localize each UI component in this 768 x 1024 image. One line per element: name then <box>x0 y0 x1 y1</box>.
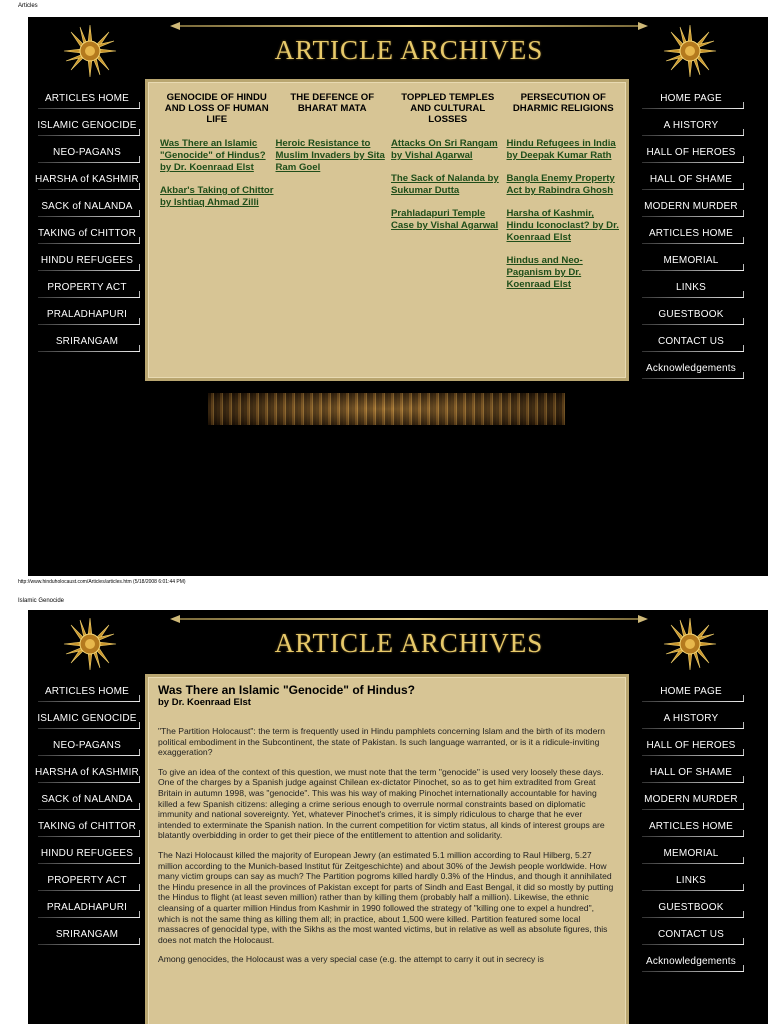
nav-articles-home[interactable]: ARTICLES HOME <box>636 817 746 844</box>
pdf-page-header: Articles <box>18 3 38 9</box>
nav-guestbook[interactable]: GUESTBOOK <box>636 898 746 925</box>
nav-hindu-refugees[interactable]: HINDU REFUGEES <box>32 844 142 871</box>
article-link[interactable]: Was There an Islamic "Genocide" of Hindus? by Dr. Koenraad Elst <box>160 138 266 173</box>
article-title: Was There an Islamic "Genocide" of Hindus? <box>158 683 415 697</box>
pdf-page-header: Islamic Genocide <box>18 598 65 604</box>
article-link[interactable]: Prahladapuri Temple Case by Vishal Agarwal <box>391 208 499 231</box>
sun-emblem-icon <box>62 23 118 79</box>
article-link[interactable]: Attacks On Sri Rangam by Vishal Agarwal <box>391 138 498 161</box>
islamic-genocide-article-page <box>28 610 768 1024</box>
nav-taking-of-chittor[interactable]: TAKING of CHITTOR <box>32 224 142 251</box>
banner-rule <box>178 618 640 620</box>
nav-memorial[interactable]: MEMORIAL <box>636 844 746 871</box>
pdf-page-footer: http://www.hinduholocaust.com/Articles/articles.htm (5/18/2008 6:01:44 PM) <box>18 579 186 585</box>
nav-links[interactable]: LINKS <box>636 871 746 898</box>
nav-a-history[interactable]: A HISTORY <box>636 709 746 736</box>
column-heading: TOPPLED TEMPLES AND CULTURAL LOSSES <box>401 92 495 125</box>
nav-property-act[interactable]: PROPERTY ACT <box>32 871 142 898</box>
sun-emblem-icon <box>662 23 718 79</box>
decorative-woodcut-banner <box>208 393 565 425</box>
nav-contact-us[interactable]: CONTACT US <box>636 925 746 952</box>
nav-srirangam[interactable]: SRIRANGAM <box>32 332 142 359</box>
column-genocide <box>160 92 274 302</box>
article-paragraph: Among genocides, the Holocaust was a very special case (e.g. the attempt to carry it out in secrecy is <box>158 954 544 965</box>
nav-a-history[interactable]: A HISTORY <box>636 116 746 143</box>
column-defence <box>276 92 390 302</box>
column-heading: PERSECUTION OF DHARMIC RELIGIONS <box>512 92 614 114</box>
nav-praladhapuri[interactable]: PRALADHAPURI <box>32 898 142 925</box>
article-link[interactable]: Hindus and Neo-Paganism by Dr. Koenraad Elst <box>506 255 583 290</box>
article-link[interactable]: Heroic Resistance to Muslim Invaders by Sita Ram Goel <box>275 138 385 173</box>
nav-articles-home[interactable]: ARTICLES HOME <box>636 224 746 251</box>
nav-hall-of-shame[interactable]: HALL OF SHAME <box>636 170 746 197</box>
left-nav <box>32 682 142 952</box>
right-nav <box>636 89 746 386</box>
nav-harsha-of-kashmir[interactable]: HARSHA of KASHMIR <box>32 763 142 790</box>
nav-hall-of-heroes[interactable]: HALL OF HEROES <box>636 143 746 170</box>
nav-islamic-genocide[interactable]: ISLAMIC GENOCIDE <box>32 709 142 736</box>
nav-memorial[interactable]: MEMORIAL <box>636 251 746 278</box>
page-title: ARTICLE ARCHIVES <box>274 628 544 658</box>
column-persecution <box>507 92 621 302</box>
nav-guestbook[interactable]: GUESTBOOK <box>636 305 746 332</box>
nav-articles-home[interactable]: ARTICLES HOME <box>32 89 142 116</box>
page-title: ARTICLE ARCHIVES <box>274 35 544 65</box>
nav-hindu-refugees[interactable]: HINDU REFUGEES <box>32 251 142 278</box>
nav-modern-murder[interactable]: MODERN MURDER <box>636 790 746 817</box>
nav-sack-of-nalanda[interactable]: SACK of NALANDA <box>32 197 142 224</box>
nav-modern-murder[interactable]: MODERN MURDER <box>636 197 746 224</box>
nav-property-act[interactable]: PROPERTY ACT <box>32 278 142 305</box>
article-link[interactable]: Harsha of Kashmir, Hindu Iconoclast? by Dr. Koenraad Elst <box>506 208 619 243</box>
nav-islamic-genocide[interactable]: ISLAMIC GENOCIDE <box>32 116 142 143</box>
nav-neo-pagans[interactable]: NEO-PAGANS <box>32 143 142 170</box>
article-archives-index-page <box>28 17 768 576</box>
nav-articles-home[interactable]: ARTICLES HOME <box>32 682 142 709</box>
left-nav <box>32 89 142 359</box>
nav-srirangam[interactable]: SRIRANGAM <box>32 925 142 952</box>
article-author: by Dr. Koenraad Elst <box>158 697 251 708</box>
right-nav <box>636 682 746 979</box>
sun-emblem-icon <box>662 616 718 672</box>
nav-acknowledgements[interactable]: Acknowledgements <box>636 359 746 386</box>
article-body-panel <box>145 674 629 1024</box>
nav-acknowledgements[interactable]: Acknowledgements <box>636 952 746 979</box>
nav-taking-of-chittor[interactable]: TAKING of CHITTOR <box>32 817 142 844</box>
article-paragraph: "The Partition Holocaust": the term is frequently used in Hindu pamphlets concerning Islam and the birth of its modern political embodiment in the Subcontinent, the state of Pakistan. Is such language warranted, or is it a ridicule-inviting exaggeration? <box>158 726 605 758</box>
article-link[interactable]: The Sack of Nalanda by Sukumar Dutta <box>391 173 499 196</box>
nav-praladhapuri[interactable]: PRALADHAPURI <box>32 305 142 332</box>
article-link[interactable]: Bangla Enemy Property Act by Rabindra Ghosh <box>506 173 615 196</box>
column-temples <box>391 92 505 302</box>
article-paragraph: The Nazi Holocaust killed the majority of European Jewry (an estimated 5.1 million according to Raul Hilberg, 5.27 million according to the Munich-based Institut für Zeitgeschichte) and about 30% of the Jewish people worldwide. How many victim groups can say as much? The Partition pogroms killed hardly 0.3% of the Hindus, and though it annihilated the Hindu presence in all the provinces of Pakistan except for parts of Sindh and East Bengal, it did so mostly by putting the Hindus to flight (at least seven million) rather than by killing them (probably half a million). Likewise, the ethnic cleansing of a quarter million Hindus from Kashmir in 1990 followed the strategy of "killing one to expel a hundred", which is not the same thing as killing them all; in practice, about 1,500 were killed. Partition featured some local massacres of genocidal type, with the Sikhs as the most wanted victims, but in relative as well as absolute figures, this does not match the Holocaust. <box>158 849 614 945</box>
column-heading: GENOCIDE OF HINDU AND LOSS OF HUMAN LIFE <box>164 92 269 125</box>
nav-home-page[interactable]: HOME PAGE <box>636 682 746 709</box>
sun-emblem-icon <box>62 616 118 672</box>
nav-hall-of-shame[interactable]: HALL OF SHAME <box>636 763 746 790</box>
nav-home-page[interactable]: HOME PAGE <box>636 89 746 116</box>
article-index-panel <box>145 79 629 381</box>
banner-rule <box>178 25 640 27</box>
column-heading: THE DEFENCE OF BHARAT MATA <box>290 92 375 114</box>
nav-links[interactable]: LINKS <box>636 278 746 305</box>
article-paragraph: To give an idea of the context of this question, we must note that the term "genocide" is used very loosely these days. One of the charges by a Spanish judge against Chilean ex-dictator Pinochet, so as to get him extradited from Great Britain in autumn 1998, was "genocide". This was his way of making Pinochet internationally accountable for having killed a few Spanish citizens: alleging a crime serious enough to overrule normal constraints based on diplomatic immunity and national sovereignty. Yet, whatever Pinochet's crimes, it is simply ridiculous to charge that he ever intended to exterminate the Spanish nation. In the current competition for victim status, all kinds of interest groups are blatantly overbidding in order to get their piece of the entitlement to attention and solidarity. <box>158 766 605 841</box>
nav-harsha-of-kashmir[interactable]: HARSHA of KASHMIR <box>32 170 142 197</box>
nav-neo-pagans[interactable]: NEO-PAGANS <box>32 736 142 763</box>
nav-hall-of-heroes[interactable]: HALL OF HEROES <box>636 736 746 763</box>
nav-contact-us[interactable]: CONTACT US <box>636 332 746 359</box>
article-link[interactable]: Hindu Refugees in India by Deepak Kumar Rath <box>506 138 616 161</box>
nav-sack-of-nalanda[interactable]: SACK of NALANDA <box>32 790 142 817</box>
article-link[interactable]: Akbar's Taking of Chittor by Ishtiaq Ahmad Zilli <box>160 185 274 208</box>
